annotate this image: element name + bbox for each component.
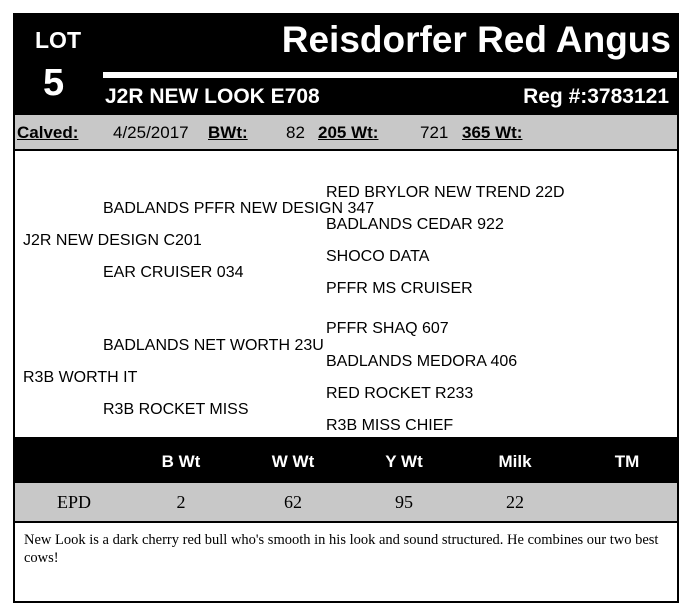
epd-row-label: EPD <box>56 492 92 512</box>
animal-name: J2R NEW LOOK E708 <box>105 85 320 108</box>
bwt-label: BWt: <box>208 123 248 142</box>
pedigree-dam-sire: BADLANDS NET WORTH 23U <box>103 337 324 354</box>
pedigree-dam-sire-dam: BADLANDS MEDORA 406 <box>326 353 518 370</box>
pedigree-sire: J2R NEW DESIGN C201 <box>23 232 202 249</box>
pedigree-sire-sire-sire: RED BRYLOR NEW TREND 22D <box>326 184 565 201</box>
stats-bar <box>15 115 677 151</box>
epd-header-ywt: Y Wt <box>385 452 423 471</box>
calved-label: Calved: <box>17 123 79 142</box>
w365-label: 365 Wt: <box>462 123 523 142</box>
epd-value-milk: 22 <box>506 492 524 512</box>
pedigree-dam-dam-dam: R3B MISS CHIEF <box>326 417 454 434</box>
epd-header-tm: TM <box>614 452 640 471</box>
epd-header-bwt: B Wt <box>161 452 201 471</box>
lot-number: 5 <box>43 62 65 104</box>
pedigree-sire-dam: EAR CRUISER 034 <box>103 264 244 281</box>
pedigree-sire-dam-dam: PFFR MS CRUISER <box>326 280 473 297</box>
w205-value: 721 <box>420 123 449 142</box>
pedigree-dam-dam-sire: RED ROCKET R233 <box>326 385 474 402</box>
w205-label: 205 Wt: <box>318 123 379 142</box>
lot-label: LOT <box>35 27 81 53</box>
pedigree-dam: R3B WORTH IT <box>23 369 138 386</box>
epd-value-bwt: 2 <box>176 492 186 512</box>
epd-value-ywt: 95 <box>395 492 413 512</box>
pedigree-sire-sire-dam: BADLANDS CEDAR 922 <box>326 216 504 233</box>
pedigree-dam-sire-sire: PFFR SHAQ 607 <box>326 320 449 337</box>
lot-card <box>13 13 679 603</box>
pedigree-dam-dam: R3B ROCKET MISS <box>103 401 249 418</box>
epd-value-row <box>15 483 677 523</box>
lot-header <box>15 15 677 115</box>
header-divider <box>103 72 677 78</box>
epd-value-wwt: 62 <box>284 492 302 512</box>
lot-description: New Look is a dark cherry red bull who's smooth in his look and sound structured. He combines our two best cows! <box>24 532 659 566</box>
registration-number: Reg #:3783121 <box>523 85 669 108</box>
epd-header-row <box>15 437 677 483</box>
calved-value: 4/25/2017 <box>113 123 189 142</box>
pedigree-sire-sire: BADLANDS PFFR NEW DESIGN 347 <box>103 200 375 217</box>
epd-header-milk: Milk <box>498 452 532 471</box>
ranch-name: Reisdorfer Red Angus <box>281 19 671 60</box>
bwt-value: 82 <box>286 123 305 142</box>
epd-header-wwt: W Wt <box>271 452 315 471</box>
pedigree-sire-dam-sire: SHOCO DATA <box>326 248 430 265</box>
pedigree <box>15 151 677 437</box>
